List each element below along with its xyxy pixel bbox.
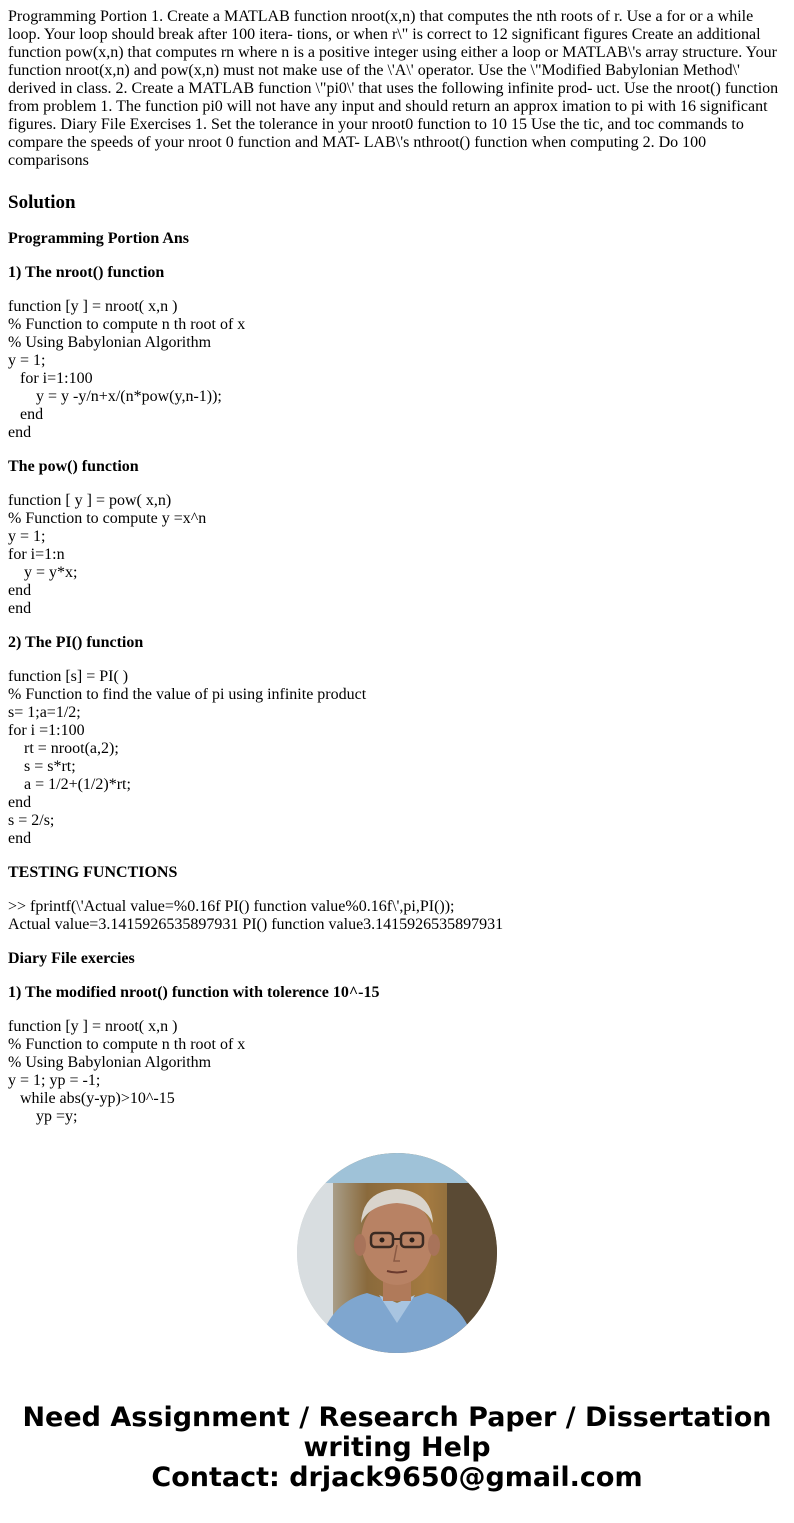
modified-nroot-heading: 1) The modified nroot() function with tolerence 10^-15 — [8, 984, 380, 1001]
author-avatar — [297, 1153, 497, 1353]
nroot-heading: 1) The nroot() function — [8, 264, 165, 281]
modified-nroot-code: function [y ] = nroot( x,n ) % Function to compute n th root of x % Using Babylonian Algorithm y = 1; yp = -1; while abs(y-yp)>10^-15 — [8, 1018, 246, 1107]
question-text: Programming Portion 1. Create a MATLAB function nroot(x,n) that computes the nth roots of r. Use a for or a while loop. Your loop should break after 100 itera- tions, or when r\" is correct to 12 significant figures Create an additional function pow(x,n) that computes rn where n is a positive integer using either a loop or MATLAB\'s array structure. Your function nroot(x,n) and pow(x,n) must not make use of the \'A\' operator. Use the \"Modified Babylonian Method\' derived in class. 2. Create a MATLAB function \"pi0\' that uses the following infinite prod- uct. Use the nroot() function from problem 1. The function pi0 will not have any input and should return an approx imation to pi with 16 significant figures. Diary File Exercises 1. Set the tolerance in your nroot0 function to 10 15 Use the tic, and toc commands to compare the speeds of your nroot 0 function and MAT- LAB\'s nthroot() function when computing 2. Do 100 comparisons — [8, 8, 779, 169]
pi-heading: 2) The PI() function — [8, 634, 144, 651]
modified-nroot-code-cut: yp =y; — [8, 1108, 78, 1125]
testing-heading: TESTING FUNCTIONS — [8, 864, 178, 881]
footer-line-1: Need Assignment / Research Paper / Dissertation — [22, 1402, 772, 1433]
pow-code: function [ y ] = pow( x,n) % Function to compute y =x^n y = 1; for i=1:n y = y*x; end end — [8, 492, 207, 617]
footer-line-2: writing Help — [303, 1432, 491, 1463]
nroot-code: function [y ] = nroot( x,n ) % Function to compute n th root of x % Using Babylonian Algorithm y = 1; for i=1:100 y = y -y/n+x/(n*pow(y,n-1)); end end — [8, 298, 246, 441]
pow-heading: The pow() function — [8, 458, 139, 475]
document-body — [8, 8, 786, 1129]
testing-code: >> fprintf(\'Actual value=%0.16f PI() function value%0.16f\',pi,PI()); Actual value=3.1415926535897931 PI() function value3.1415926535897931 — [8, 898, 504, 933]
programming-portion-heading: Programming Portion Ans — [8, 230, 190, 247]
solution-title: Solution — [8, 192, 76, 213]
avatar-photo — [297, 1153, 497, 1353]
diary-heading: Diary File exercies — [8, 950, 135, 967]
footer-contact: Contact: drjack9650@gmail.com — [151, 1462, 643, 1493]
pi-code: function [s] = PI( ) % Function to find the value of pi using infinite product s= 1;a=1/2; for i =1:100 rt = nroot(a,2); s = s*rt; a = 1/2+(1/2)*rt; end s = 2/s; end — [8, 668, 367, 847]
footer-ad — [0, 1403, 794, 1493]
